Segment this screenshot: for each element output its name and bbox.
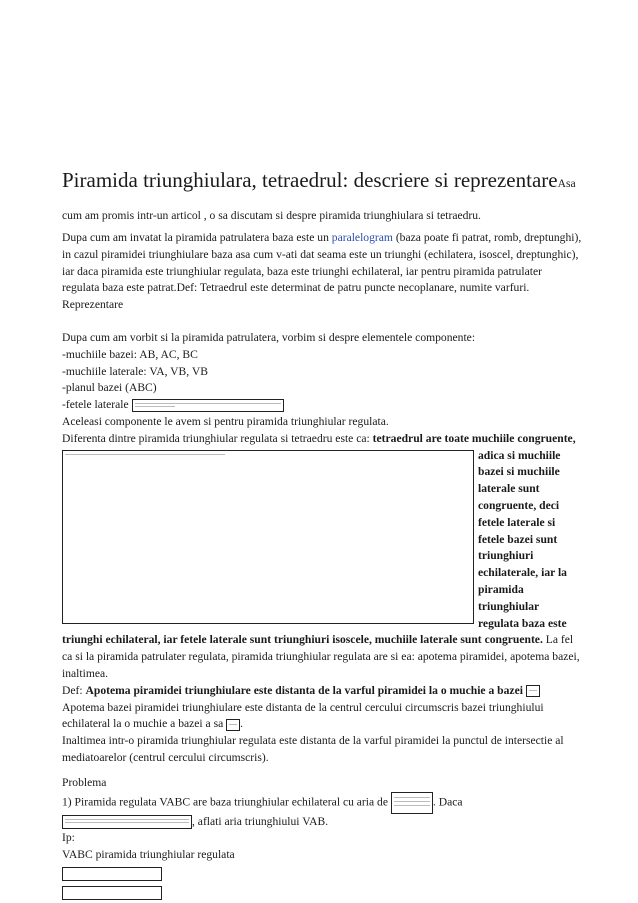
apotema-bazei: Apotema bazei piramidei triunghiulare este distanta de la centrul cercului circumscris bazei triunghiului echilateral la o muchie a bazei a sa . [62,700,544,731]
paragraph-base [62,230,582,297]
list-item-planul-bazei: -planul bazei (ABC) [62,381,157,395]
definition-bold-text: Apotema piramidei triunghiulare este distanta de la varful piramidei la o muchie a bazei [85,683,523,697]
list-item-muchii-baza: -muchiile bazei: AB, AC, BC [62,347,198,361]
problem-1-text-end: , aflati aria triunghiului VAB. [192,814,329,828]
difference-paragraph [62,431,582,683]
problem-1-text-daca: . Daca [432,795,463,809]
components-intro: Dupa cum am vorbit si la piramida patrulatera, vorbim si despre elementele componente: [62,330,476,344]
fete-laterale-label: -fetele laterale [62,398,129,412]
formula-image-ipoteza-2 [62,886,162,900]
spacer [62,314,582,330]
formula-image-ipoteza-1 [62,867,162,881]
formula-image-fete-laterale [132,399,284,412]
spacer [62,767,582,775]
problem-1-text: 1) Piramida regulata VABC are baza triunghiular echilateral cu aria de [62,795,388,809]
article-title-text: Piramida triunghiulara, tetraedrul: descriere si reprezentare [62,168,558,192]
paragraph-base-text-end: (baza poate fi patrat, romb, dreptunghi), in cazul piramidei triunghiulare baza asa cum v-ati dat seama este un triunghi (echilatera, isoscel, dreptunghic), iar daca piramida este triunghiular regulata, baza este triunghi echilateral, iar pentru piramida patrulater regulata baza este patrat.Def: Tetraedrul este determinat de patru puncte necoplanare, numite varfuri. [62,231,582,295]
difference-text: Diferenta dintre piramida triunghiular regulata si tetraedru este ca: [62,431,373,445]
paragraph-base-text: Dupa cum am invatat la piramida patrulatera baza este un [62,231,332,244]
inaltimea-paragraph: Inaltimea intr-o piramida triunghiular regulata este distanta de la varful piramidei la punctul de intersectie al mediatoarelor (centrul cercului circumscris). [62,734,564,764]
definition-apotema [62,683,582,700]
ipoteza-label: Ip: [62,831,75,845]
definition-label: Def: [62,683,86,697]
formula-image-apotema-bazei [226,719,240,731]
problema-heading: Problema [62,775,107,789]
problem-1 [62,792,582,831]
list-item-fete-laterale [62,397,582,414]
formula-image-aria [391,792,433,814]
article-body [62,166,582,900]
reprezentare-label: Reprezentare [62,298,124,312]
same-components: Aceleasi componente le avem si pentru piramida triunghiular regulata. [62,414,389,428]
intro-text: Asa cum am promis intr-un articol , o sa discutam si despre piramida triunghiulara si tetraedru. [62,177,576,222]
formula-image-conditie [62,815,192,829]
apotema-bazei-text: Apotema bazei piramidei triunghiulare este distanta de la centrul cercului circumscris bazei triunghiului echilateral la o muchie a bazei a sa [62,700,544,731]
elements-sentence: La fel ca si la piramida patrulater regulata, piramida triunghiular regulata are si ea: apotema piramidei, apotema bazei, inaltimea. [62,633,580,680]
pyramid-figure-image [62,450,474,624]
article-title [62,166,582,230]
difference-bold-text: tetraedrul are toate muchiile congruente, adica si muchiile bazei si muchiile laterale sunt congruente, deci fetele laterale si fetele bazei sunt triunghiuri echilaterale, iar la piramida triunghiular regulata baza este triunghi echilateral, iar fetele laterale sunt triunghiuri isoscele, muchiile laterale sunt congruente. [62,431,576,647]
ipoteza-line: VABC piramida triunghiular regulata [62,848,235,862]
formula-image-apotema [526,685,540,697]
list-item-muchii-laterale: -muchiile laterale: VA, VB, VB [62,364,208,378]
paralelogram-link[interactable]: paralelogram [331,231,393,244]
